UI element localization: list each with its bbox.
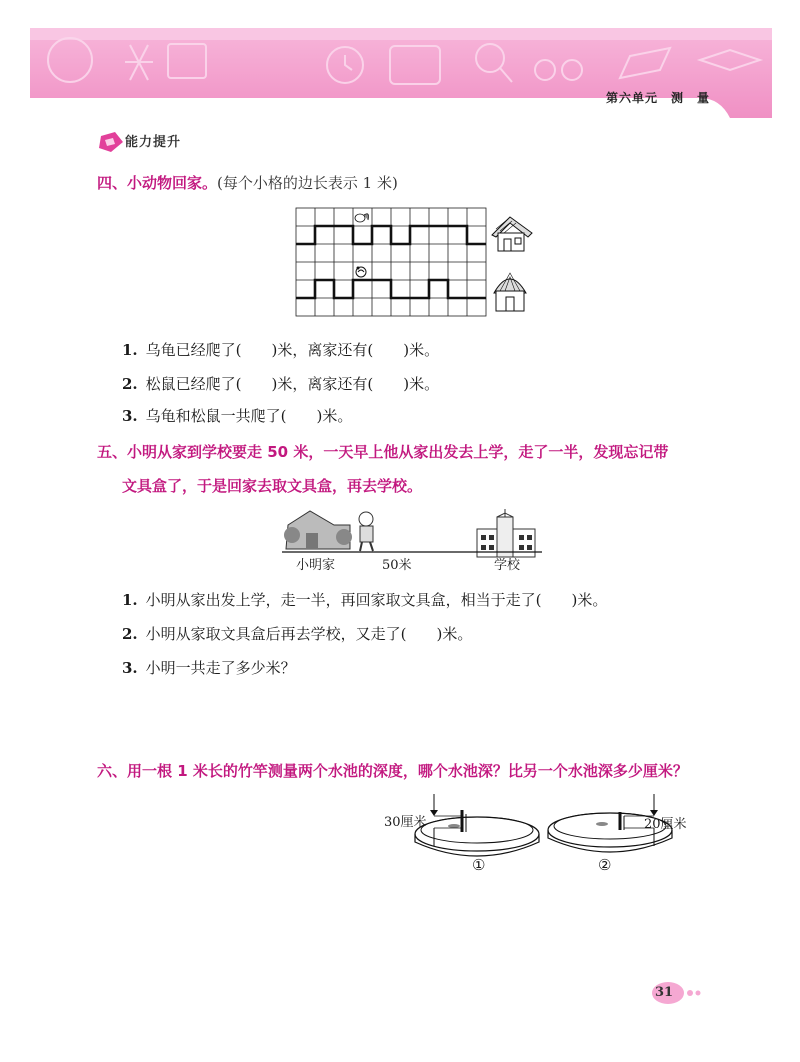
section-4-title: 四、小动物回家。(每个小格的边长表示 1 米) bbox=[97, 174, 398, 192]
upper-path bbox=[296, 226, 486, 244]
school-icon bbox=[477, 509, 535, 557]
house-icon bbox=[492, 217, 532, 251]
question-5-1: 1. 小明从家出发上学，走一半，再回家取文具盒，相当于走了( )米。 bbox=[122, 591, 608, 609]
school-label: 学校 bbox=[494, 558, 521, 573]
hut-icon bbox=[494, 273, 526, 311]
question-4-1: 1. 乌龟已经爬了( )米，离家还有( )米。 bbox=[122, 341, 440, 359]
section-6-title: 六、用一根 1 米长的竹竿测量两个水池的深度，哪个水池深？比另一个水池深多少厘米？ bbox=[97, 762, 688, 780]
home-icon bbox=[284, 511, 352, 549]
badge-label: 能力提升 bbox=[125, 135, 182, 150]
section-5-title-line2: 文具盒了，于是回家去取文具盒，再去学校。 bbox=[122, 477, 423, 495]
pool-1-number: ① bbox=[472, 856, 486, 874]
home-label: 小明家 bbox=[296, 558, 336, 573]
pool-2-depth-label: 20厘米 bbox=[644, 817, 687, 832]
lower-path bbox=[296, 280, 486, 298]
question-4-2: 2. 松鼠已经爬了( )米，离家还有( )米。 bbox=[122, 375, 440, 393]
unit-title: 第六单元 测 量 bbox=[606, 91, 711, 105]
pool-1-depth-label: 30厘米 bbox=[384, 815, 427, 830]
pools-figure bbox=[382, 790, 702, 878]
page-number: 31 bbox=[655, 985, 674, 1000]
boy-icon bbox=[359, 512, 373, 551]
grid-figure bbox=[290, 203, 540, 321]
turtle-icon bbox=[356, 267, 366, 278]
distance-label: 50米 bbox=[382, 558, 412, 573]
question-4-3: 3. 乌龟和松鼠一共爬了( )米。 bbox=[122, 407, 353, 425]
question-5-3: 3. 小明一共走了多少米？ bbox=[122, 659, 296, 677]
home-school-figure bbox=[280, 505, 550, 577]
squirrel-icon bbox=[355, 214, 369, 222]
question-5-2: 2. 小明从家取文具盒后再去学校，又走了( )米。 bbox=[122, 625, 473, 643]
pool-2-number: ② bbox=[598, 856, 612, 874]
section-5-title-line1: 五、小明从家到学校要走 50 米，一天早上他从家出发去上学，走了一半，发现忘记带 bbox=[97, 443, 669, 461]
